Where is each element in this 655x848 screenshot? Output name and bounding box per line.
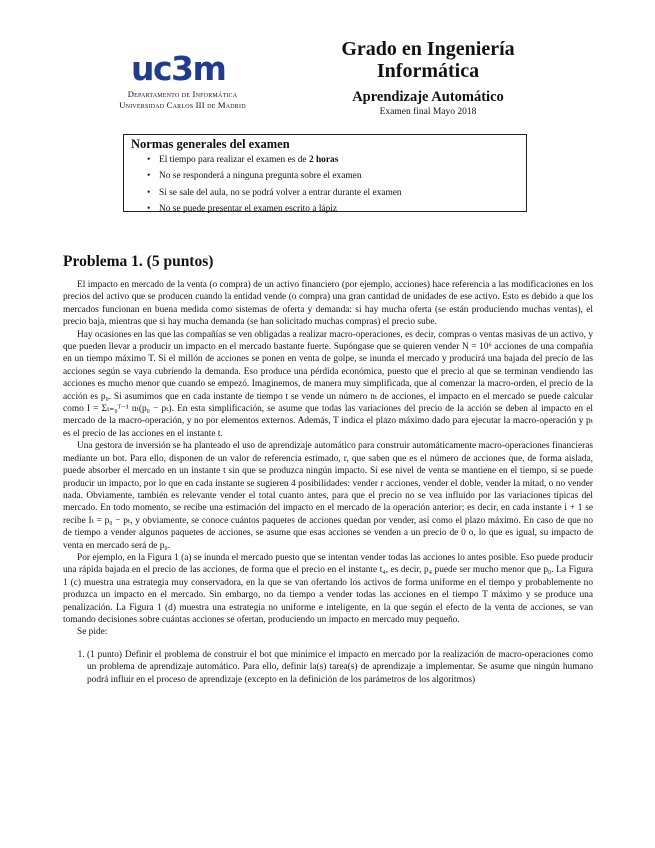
question-item: 1. (1 punto) Definir el problema de construir el bot que minimice el impacto en mercado por la realización de macro-operaciones como un problema de aprendizaje automático. Para ello, definir la(s) tarea(s) de aprendizaje a implementar. Se asume que ningún humano podrá influir en el proceso de aprendizaje (excepto en la definición de los parámetros de los algoritmos) (87, 649, 593, 686)
rule-text: El tiempo para realizar el examen es de (159, 155, 309, 165)
degree-line2: Informática (376, 60, 480, 82)
problem-body (63, 279, 593, 686)
exam-date: Examen final Mayo 2018 (379, 107, 477, 117)
rule-item: • No se responderá a ninguna pregunta sobre el examen (159, 168, 519, 184)
rule-bold-text: 2 horas (308, 155, 339, 165)
university-name: Universidad Carlos III de Madrid (119, 100, 246, 110)
degree-line1: Grado en Ingeniería (341, 38, 515, 60)
paragraph: Por ejemplo, en la Figura 1 (a) se inunda el mercado puesto que se intentan vender todas las acciones lo antes posible. Eso puede producir una rápida bajada en el precio de las acciones, de forma que el precio en el instante t₄, es decir, p₄ puede ser mucho menor que p₀. La Figura 1 (c) muestra una estrategia muy conservadora, en la que se van ofertando los activos de forma uniforme en el tiempo y probablemente no produzca un impacto en el mercado. Sin embargo, no da tiempo a vender todas las acciones en el tiempo T máximo y se produce una penalización. La Figura 1 (d) muestra una estrategia no uniforme e inteligente, en la que según el efecto de la venta de acciones, se van tomando decisiones sobre cuántas acciones se ofertan, produciendo un impacto en mercado muy pequeño. (63, 552, 593, 625)
degree-title (322, 38, 534, 82)
uc3m-logo (131, 53, 234, 85)
rule-item (159, 152, 519, 168)
problem-title: Problema 1. (5 puntos) (63, 253, 214, 270)
subject-title: Aprendizaje Automático (352, 89, 504, 105)
rule-item: • No se puede presentar el examen escrito a lápiz (159, 201, 519, 217)
department-name: Departamento de Informática (127, 89, 238, 99)
rule-item: • Si se sale del aula, no se podrá volver a entrar durante el examen (159, 185, 519, 201)
logo-text: uc3m (131, 53, 226, 85)
paragraph: El impacto en mercado de la venta (o compra) de un activo financiero (por ejemplo, acciones) hace referencia a las modificaciones en los precios del activo que se producen cuando la entidad vende (o compra) una gran cantidad de unidades de ese activo. Esto es debido a que los mercados funcionan en buena medida como sistemas de oferta y demanda: si hay mucha oferta (se están produciendo muchas ventas), el precio baja, mientras que si hay mucha demanda (se han solicitado muchas compras) el precio sube. (63, 280, 593, 328)
department-block (84, 89, 281, 111)
paragraph: Una gestora de inversión se ha planteado el uso de aprendizaje automático para construir automáticamente macro-operaciones financieras mediante un bot. Para ello, disponen de un valor de referencia estimado, r, que saben que es el número de acciones que, de forma aislada, puede absorber el mercado en un instante t sin que se produzca ningún impacto. Si ese nivel de venta se mantiene en el tiempo, sí se puede producir un impacto, por lo que en cada instante se sugieren 4 posibilidades: vender r acciones, vender el doble, vender la mitad, o no vender nada. Obviamente, también es relevante vender el total cuanto antes, para que el precio no se vea influido por las variaciones típicas del mercado. En todo momento, se recibe una estimación del impacto en el mercado de la operación anterior; es decir, en cada instante i + 1 se recibe Iₜ = p₀ − pₜ, y obviamente, se conoce cuántos paquetes de acciones quedan por vender, así como el plazo máximo. En caso de que no de tiempo a vender algunos paquetes de acciones, se asume que esas acciones se venden a un precio de 0 o, lo que es igual, su impacto de venta en mercado será de p₀. (63, 441, 593, 551)
paragraph: Se pide: (77, 627, 108, 638)
question-list (63, 649, 593, 686)
paragraph: Hay ocasiones en las que las compañías se ven obligadas a realizar macro-operaciones, es decir, compras o ventas masivas de un activo, y que pueden llevar a producir un impacto en el mercado bastante fuerte. Supóngase que se quieren vender N = 10⁶ acciones de una compañía en un tiempo máximo T. Si el millón de acciones se ponen en venta de golpe, se inunda el mercado y producirá una bajada del precio de las acciones según se vaya cubriendo la demanda. Eso produce una pérdida económica, puesto que el precio al que se terminan vendiendo las acciones es mucho menor que cuando se empezó. Imaginemos, de manera muy simplificada, que al comenzar la macro-orden, el precio de la acción es p₀. Si asumimos que en cada instante de tiempo t se vende un número nₜ de acciones, el impacto en el mercado se puede calcular como I = Σₜ₌₀ᵀ⁻¹ nₜ(p₀ − pₜ). En esta simplificación, se asume que todas las variaciones del precio de la acción se deben al impacto en el mercado de la macro-operación, y no por elementos externos. Además, T indica el plazo máximo dado para ejecutar la macro-operación y pₜ es el precio de las acciones en el instante t. (63, 329, 593, 439)
exam-rules-box (123, 134, 527, 215)
rules-title: Normas generales del examen (131, 137, 290, 151)
rules-list (131, 152, 519, 218)
